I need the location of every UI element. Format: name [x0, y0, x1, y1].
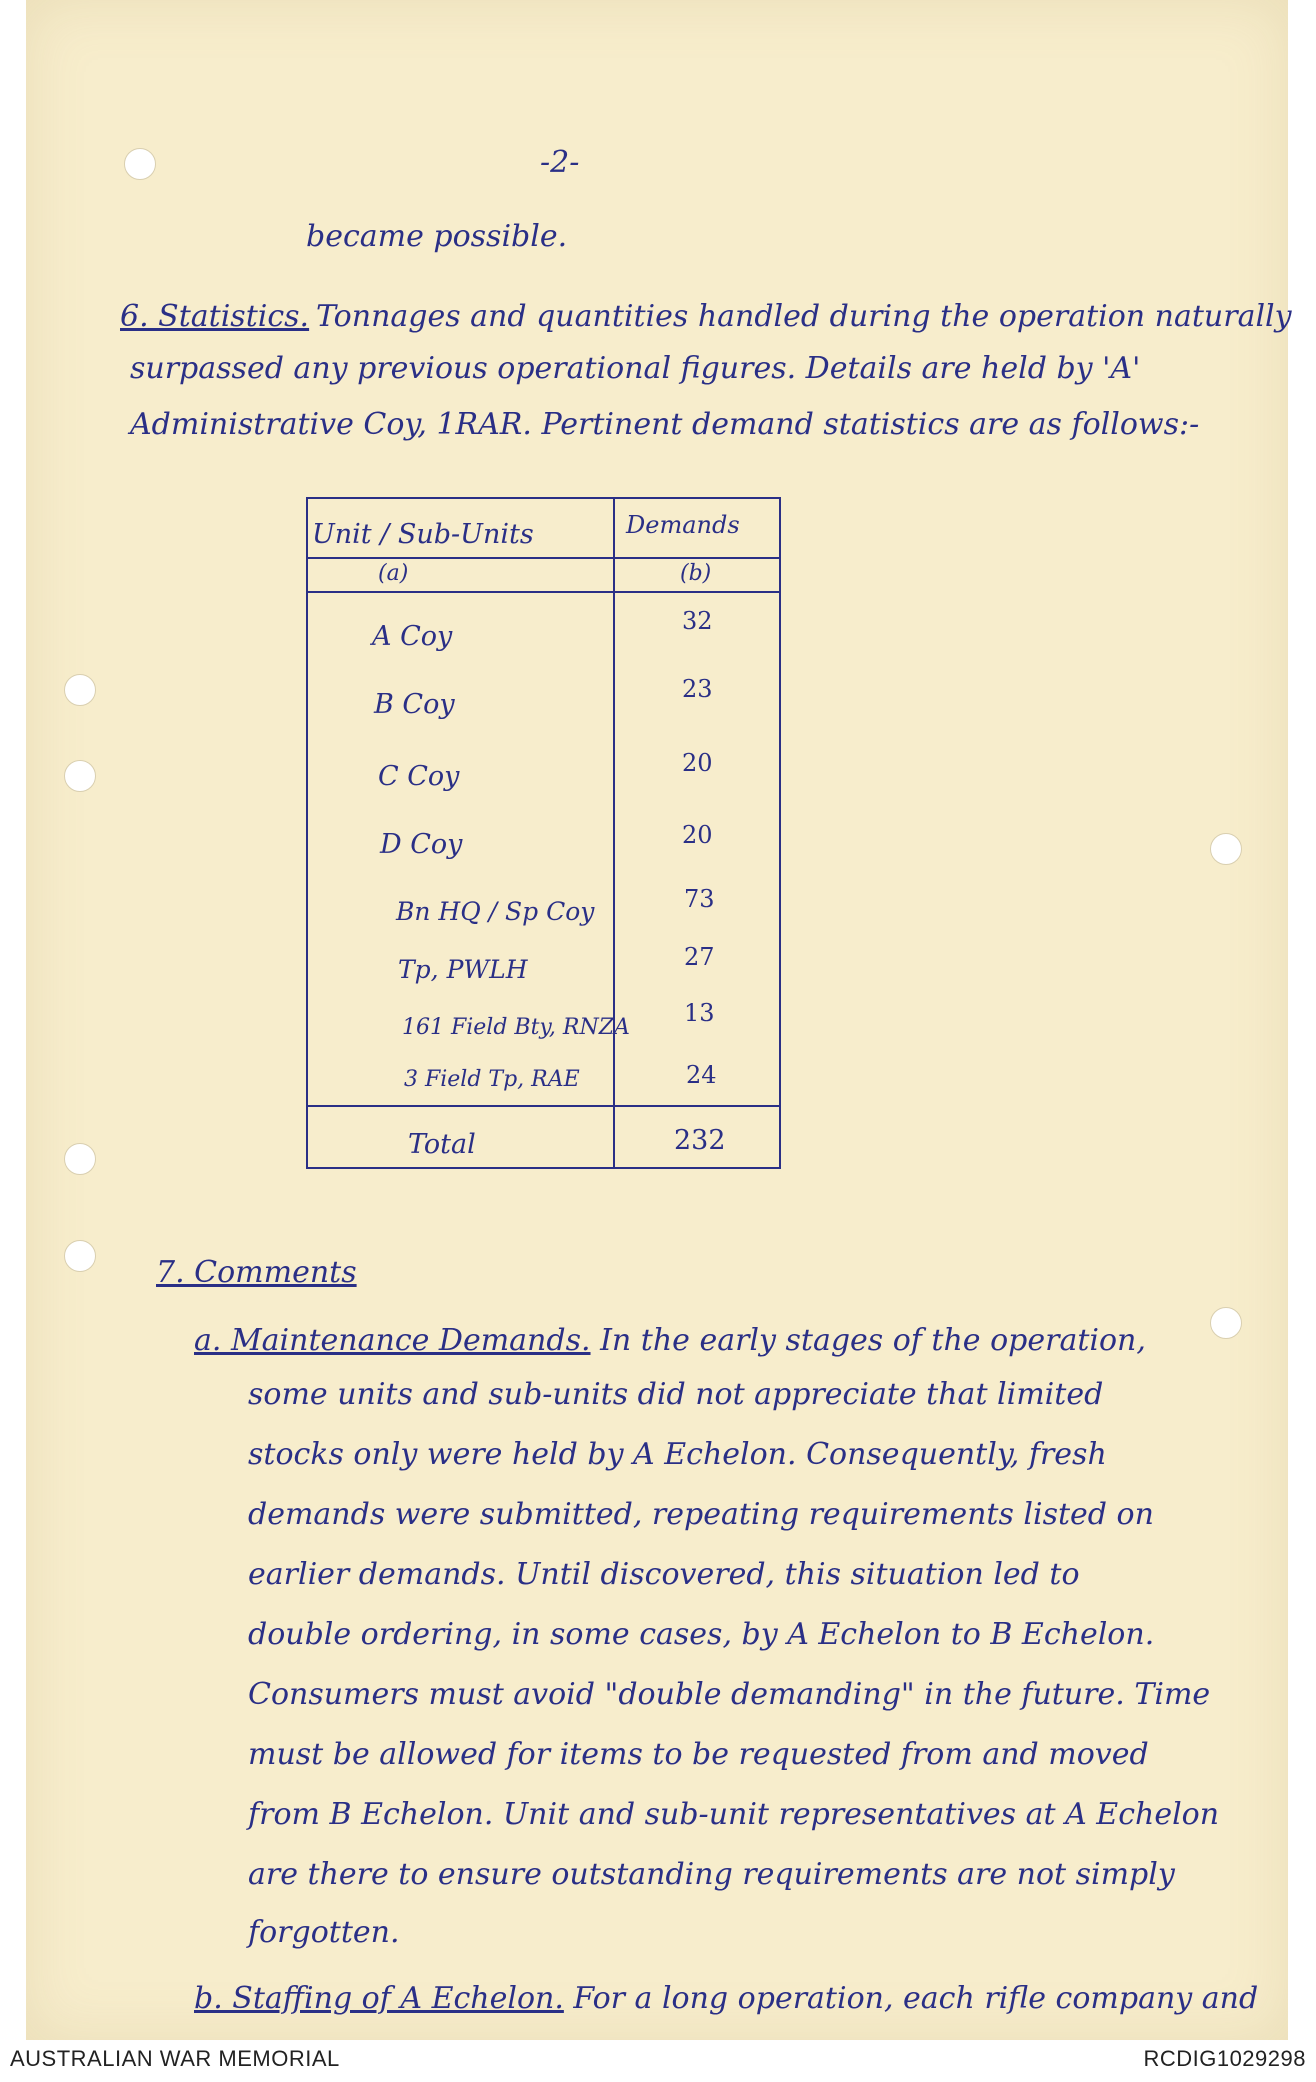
table-row-unit: 161 Field Bty, RNZA: [402, 1015, 630, 1040]
punch-hole: [1210, 1307, 1242, 1339]
text-line: Consumers must avoid "double demanding" in the future. Time: [248, 1677, 1211, 1712]
footer-record-id: RCDIG1029298: [1143, 2046, 1306, 2071]
punch-hole: [1210, 833, 1242, 865]
text-line: from B Echelon. Unit and sub-unit representatives at A Echelon: [248, 1797, 1220, 1832]
text-line: surpassed any previous operational figures. Details are held by 'A': [130, 351, 1141, 386]
text-line: are there to ensure outstanding requirements are not simply: [248, 1857, 1175, 1892]
column-header-unit: Unit / Sub-Units: [312, 519, 534, 550]
text-line: Administrative Coy, 1RAR. Pertinent demand statistics are as follows:-: [130, 407, 1200, 442]
comment-a-first-line: [194, 1323, 1146, 1358]
table-row-demands: 27: [684, 943, 715, 971]
footer-archive-name: AUSTRALIAN WAR MEMORIAL: [10, 2046, 340, 2071]
document-page: [26, 0, 1292, 2040]
text-line: In the early stages of the operation,: [600, 1323, 1146, 1358]
table-row-unit: D Coy: [380, 829, 463, 860]
table-row-unit: 3 Field Tp, RAE: [404, 1067, 580, 1092]
punch-hole: [64, 1143, 96, 1175]
table-total-value: 232: [674, 1125, 726, 1156]
text-line: stocks only were held by A Echelon. Consequently, fresh: [248, 1437, 1107, 1472]
header-rule: [308, 557, 779, 559]
table-row-unit: Tp, PWLH: [398, 955, 528, 984]
subheader-rule: [308, 591, 779, 593]
total-rule: [308, 1105, 779, 1107]
section-7-heading: [156, 1255, 357, 1290]
text-line: Tonnages and quantities handled during the operation naturally: [316, 299, 1292, 334]
section-7-heading-text: 7. Comments: [156, 1255, 357, 1290]
punch-hole: [124, 148, 156, 180]
comment-b-heading: b. Staffing of A Echelon.: [194, 1981, 564, 2016]
table-total-label: Total: [408, 1129, 476, 1160]
column-subheader-b: (b): [680, 561, 712, 586]
table-row-demands: 20: [682, 749, 713, 777]
text-line: For a long operation, each rifle company and: [573, 1981, 1259, 2016]
text-line: double ordering, in some cases, by A Echelon to B Echelon.: [248, 1617, 1155, 1652]
column-header-demands: Demands: [626, 511, 740, 539]
table-row-unit: B Coy: [374, 689, 455, 720]
punch-hole: [64, 1240, 96, 1272]
text-line: demands were submitted, repeating requirements listed on: [248, 1497, 1154, 1532]
table-row-demands: 23: [682, 675, 713, 703]
table-row-demands: 73: [684, 885, 715, 913]
text-line: earlier demands. Until discovered, this situation led to: [248, 1557, 1080, 1592]
comment-b-first-line: [194, 1981, 1259, 2016]
punch-hole: [64, 760, 96, 792]
page-number: -2-: [540, 145, 580, 180]
table-row-demands: 24: [686, 1061, 717, 1089]
column-subheader-a: (a): [378, 561, 409, 586]
text-line: must be allowed for items to be requested from and moved: [248, 1737, 1149, 1772]
column-divider: [613, 499, 615, 1167]
table-row-unit: A Coy: [372, 621, 453, 652]
comment-a-heading: a. Maintenance Demands.: [194, 1323, 591, 1358]
table-row-unit: C Coy: [378, 761, 460, 792]
table-row-demands: 32: [682, 607, 713, 635]
table-row-demands: 20: [682, 821, 713, 849]
table-row-demands: 13: [684, 999, 715, 1027]
section-6-heading: 6. Statistics.: [120, 299, 310, 334]
demand-statistics-table: [306, 497, 781, 1169]
text-line: some units and sub-units did not appreciate that limited: [248, 1377, 1104, 1412]
text-line: became possible.: [306, 219, 568, 254]
text-line: forgotten.: [248, 1915, 400, 1950]
table-row-unit: Bn HQ / Sp Coy: [396, 897, 595, 926]
punch-hole: [64, 674, 96, 706]
